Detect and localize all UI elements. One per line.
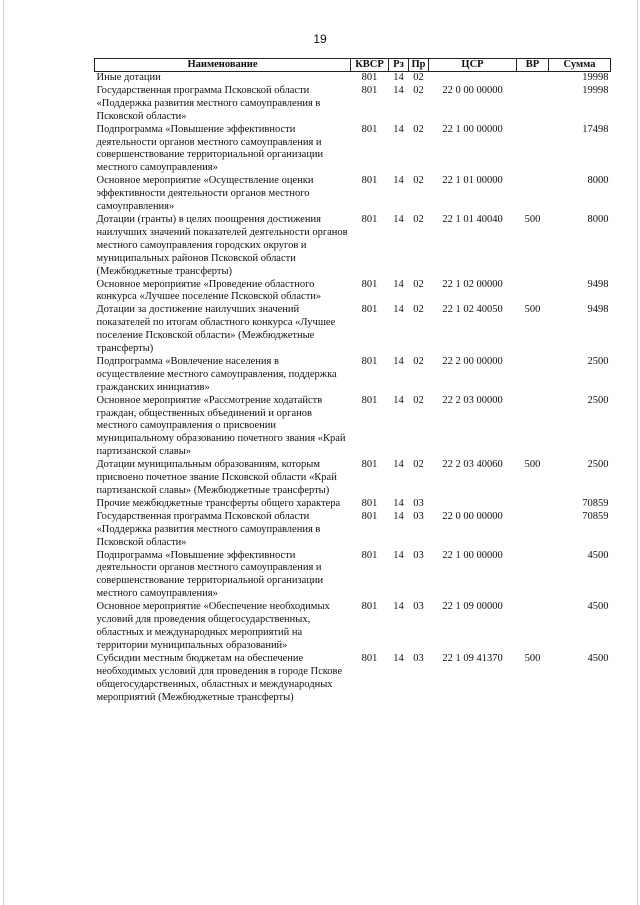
cell-sum: 4500 (587, 652, 609, 664)
cell-vr (517, 511, 549, 550)
cell-rz: 14 (393, 304, 404, 316)
table-row (95, 653, 611, 705)
header-kvsr: КВСР (351, 59, 389, 72)
cell-name: Государственная программа Псковской области «Поддержка развития местного самоуправления в Псковской области» (96, 510, 321, 548)
cell-pr: 02 (413, 213, 424, 225)
cell-pr: 02 (413, 72, 424, 83)
table-row (95, 279, 611, 305)
cell-pr: 03 (413, 497, 424, 509)
table-row (95, 175, 611, 214)
cell-name: Субсидии местным бюджетам на обеспечение необходимых условий для проведения в городе Пскове общегосударственных, областных и международных мероприятий (Межбюджетные трансферты) (96, 652, 343, 703)
cell-name: Основное мероприятие «Обеспечение необходимых условий для проведения общегосударственных, областных и международных мероприятий на территории муниципальных образований» (96, 601, 330, 651)
cell-rz: 14 (393, 510, 404, 522)
cell-name: Основное мероприятие «Рассмотрение ходатайств граждан, общественных объединений и органов местного самоуправления о присвоении муниципальному образованию почетного звания «Край партизанской славы» (96, 394, 346, 458)
cell-kvsr: 801 (361, 304, 378, 316)
table-row (95, 85, 611, 124)
table-row (95, 356, 611, 395)
cell-vr (517, 550, 549, 602)
cell-kvsr: 801 (361, 652, 378, 664)
cell-sum: 2500 (587, 459, 609, 471)
cell-sum: 8000 (587, 213, 609, 225)
cell-pr: 02 (413, 304, 424, 316)
cell-rz: 14 (393, 278, 404, 290)
table-row (95, 72, 611, 85)
cell-csr: 22 1 02 40050 (442, 304, 503, 316)
cell-vr: 500 (524, 652, 541, 664)
cell-csr: 22 1 00 00000 (442, 123, 503, 135)
cell-pr: 02 (413, 459, 424, 471)
cell-csr: 22 0 00 00000 (442, 84, 503, 96)
cell-csr: 22 2 00 00000 (442, 355, 503, 367)
cell-name: Подпрограмма «Вовлечение населения в осуществление местного самоуправления, поддержка гражданских инициатив» (96, 355, 337, 393)
cell-sum: 4500 (587, 601, 609, 613)
cell-vr: 500 (524, 459, 541, 471)
cell-csr: 22 0 00 00000 (442, 510, 503, 522)
header-sum: Сумма (549, 59, 611, 72)
cell-name: Прочие межбюджетные трансферты общего характера (96, 497, 341, 509)
cell-rz: 14 (393, 84, 404, 96)
scan-edge-left (3, 0, 4, 905)
cell-sum: 70859 (582, 497, 609, 509)
table-row (95, 601, 611, 653)
cell-kvsr: 801 (361, 213, 378, 225)
cell-pr: 02 (413, 394, 424, 406)
cell-rz: 14 (393, 497, 404, 509)
cell-pr: 02 (413, 123, 424, 135)
table-row (95, 304, 611, 356)
header-csr: ЦСР (429, 59, 517, 72)
table-row (95, 214, 611, 279)
cell-kvsr: 801 (361, 601, 378, 613)
cell-pr: 02 (413, 355, 424, 367)
cell-csr: 22 1 09 00000 (442, 601, 503, 613)
cell-pr: 03 (413, 549, 424, 561)
cell-name: Подпрограмма «Повышение эффективности деятельности органов местного самоуправления и совершенствование территориальной организации местного самоуправления» (96, 123, 324, 174)
cell-csr (429, 498, 517, 511)
cell-vr (517, 395, 549, 460)
table-row (95, 550, 611, 602)
cell-kvsr: 801 (361, 278, 378, 290)
cell-kvsr: 801 (361, 355, 378, 367)
cell-kvsr: 801 (361, 549, 378, 561)
cell-csr: 22 1 01 00000 (442, 175, 503, 187)
budget-table (94, 58, 611, 704)
cell-rz: 14 (393, 175, 404, 187)
cell-csr: 22 1 09 41370 (442, 652, 503, 664)
cell-kvsr: 801 (361, 123, 378, 135)
cell-kvsr: 801 (361, 175, 378, 187)
cell-sum: 19998 (582, 72, 609, 83)
table-row (95, 498, 611, 511)
header-row (95, 59, 611, 72)
cell-rz: 14 (393, 652, 404, 664)
cell-sum: 9498 (587, 278, 609, 290)
page-number: 19 (313, 32, 327, 46)
cell-sum: 2500 (587, 355, 609, 367)
cell-csr: 22 2 03 00000 (442, 394, 503, 406)
cell-vr (517, 356, 549, 395)
cell-kvsr: 801 (361, 394, 378, 406)
cell-rz: 14 (393, 459, 404, 471)
cell-kvsr: 801 (361, 72, 378, 83)
cell-sum: 8000 (587, 175, 609, 187)
table-row (95, 511, 611, 550)
cell-vr (517, 72, 549, 85)
table-body (95, 72, 611, 705)
cell-vr (517, 85, 549, 124)
cell-name: Подпрограмма «Повышение эффективности деятельности органов местного самоуправления и совершенствование территориальной организации местного самоуправления» (96, 549, 324, 600)
table-row (95, 395, 611, 460)
cell-sum: 2500 (587, 394, 609, 406)
header-vr: ВР (517, 59, 549, 72)
cell-pr: 03 (413, 652, 424, 664)
cell-csr: 22 1 00 00000 (442, 549, 503, 561)
cell-name: Иные дотации (96, 72, 161, 83)
cell-name: Дотации муниципальным образованиям, которым присвоено почетное звание Псковской области «Край партизанской славы» (Межбюджетные трансферты) (96, 459, 337, 496)
cell-pr: 03 (413, 601, 424, 613)
cell-name: Основное мероприятие «Осуществление оценки эффективности деятельности органов местного самоуправления» (96, 175, 314, 213)
cell-csr: 22 1 01 40040 (442, 213, 503, 225)
cell-rz: 14 (393, 394, 404, 406)
cell-sum: 19998 (582, 84, 609, 96)
cell-vr (517, 601, 549, 653)
cell-sum: 17498 (582, 123, 609, 135)
cell-pr: 03 (413, 510, 424, 522)
cell-rz: 14 (393, 355, 404, 367)
header-pr: Пр (409, 59, 429, 72)
cell-rz: 14 (393, 72, 404, 83)
cell-kvsr: 801 (361, 497, 378, 509)
cell-csr: 22 1 02 00000 (442, 278, 503, 290)
cell-sum: 4500 (587, 549, 609, 561)
cell-sum: 9498 (587, 304, 609, 316)
cell-vr (517, 124, 549, 176)
header-name: Наименование (95, 59, 351, 72)
cell-vr (517, 498, 549, 511)
cell-pr: 02 (413, 175, 424, 187)
cell-vr: 500 (524, 213, 541, 225)
cell-rz: 14 (393, 549, 404, 561)
cell-rz: 14 (393, 601, 404, 613)
cell-csr (429, 72, 517, 85)
cell-sum: 70859 (582, 510, 609, 522)
cell-rz: 14 (393, 123, 404, 135)
cell-vr (517, 279, 549, 305)
cell-kvsr: 801 (361, 84, 378, 96)
cell-name: Основное мероприятие «Проведение областного конкурса «Лучшее поселение Псковской области» (96, 278, 322, 303)
cell-vr (517, 175, 549, 214)
cell-pr: 02 (413, 278, 424, 290)
cell-rz: 14 (393, 213, 404, 225)
header-rz: Рз (389, 59, 409, 72)
cell-vr: 500 (524, 304, 541, 316)
cell-kvsr: 801 (361, 510, 378, 522)
cell-csr: 22 2 03 40060 (442, 459, 503, 471)
cell-name: Дотации (гранты) в целях поощрения достижения наилучших значений показателей деятельности органов местного самоуправления городских округов и муниципальных районов Псковской области (Межбюджетные трансферты) (96, 213, 348, 277)
table-row (95, 124, 611, 176)
cell-name: Дотации за достижение наилучших значений показателей по итогам областного конкурса «Лучшее поселение Псковской области» (Межбюджетные трансферты) (96, 304, 336, 355)
scan-edge-right (637, 0, 638, 905)
cell-name: Государственная программа Псковской области «Поддержка развития местного самоуправления в Псковской области» (96, 84, 321, 122)
table-row (95, 459, 611, 498)
table-header (95, 59, 611, 72)
cell-kvsr: 801 (361, 459, 378, 471)
cell-pr: 02 (413, 84, 424, 96)
